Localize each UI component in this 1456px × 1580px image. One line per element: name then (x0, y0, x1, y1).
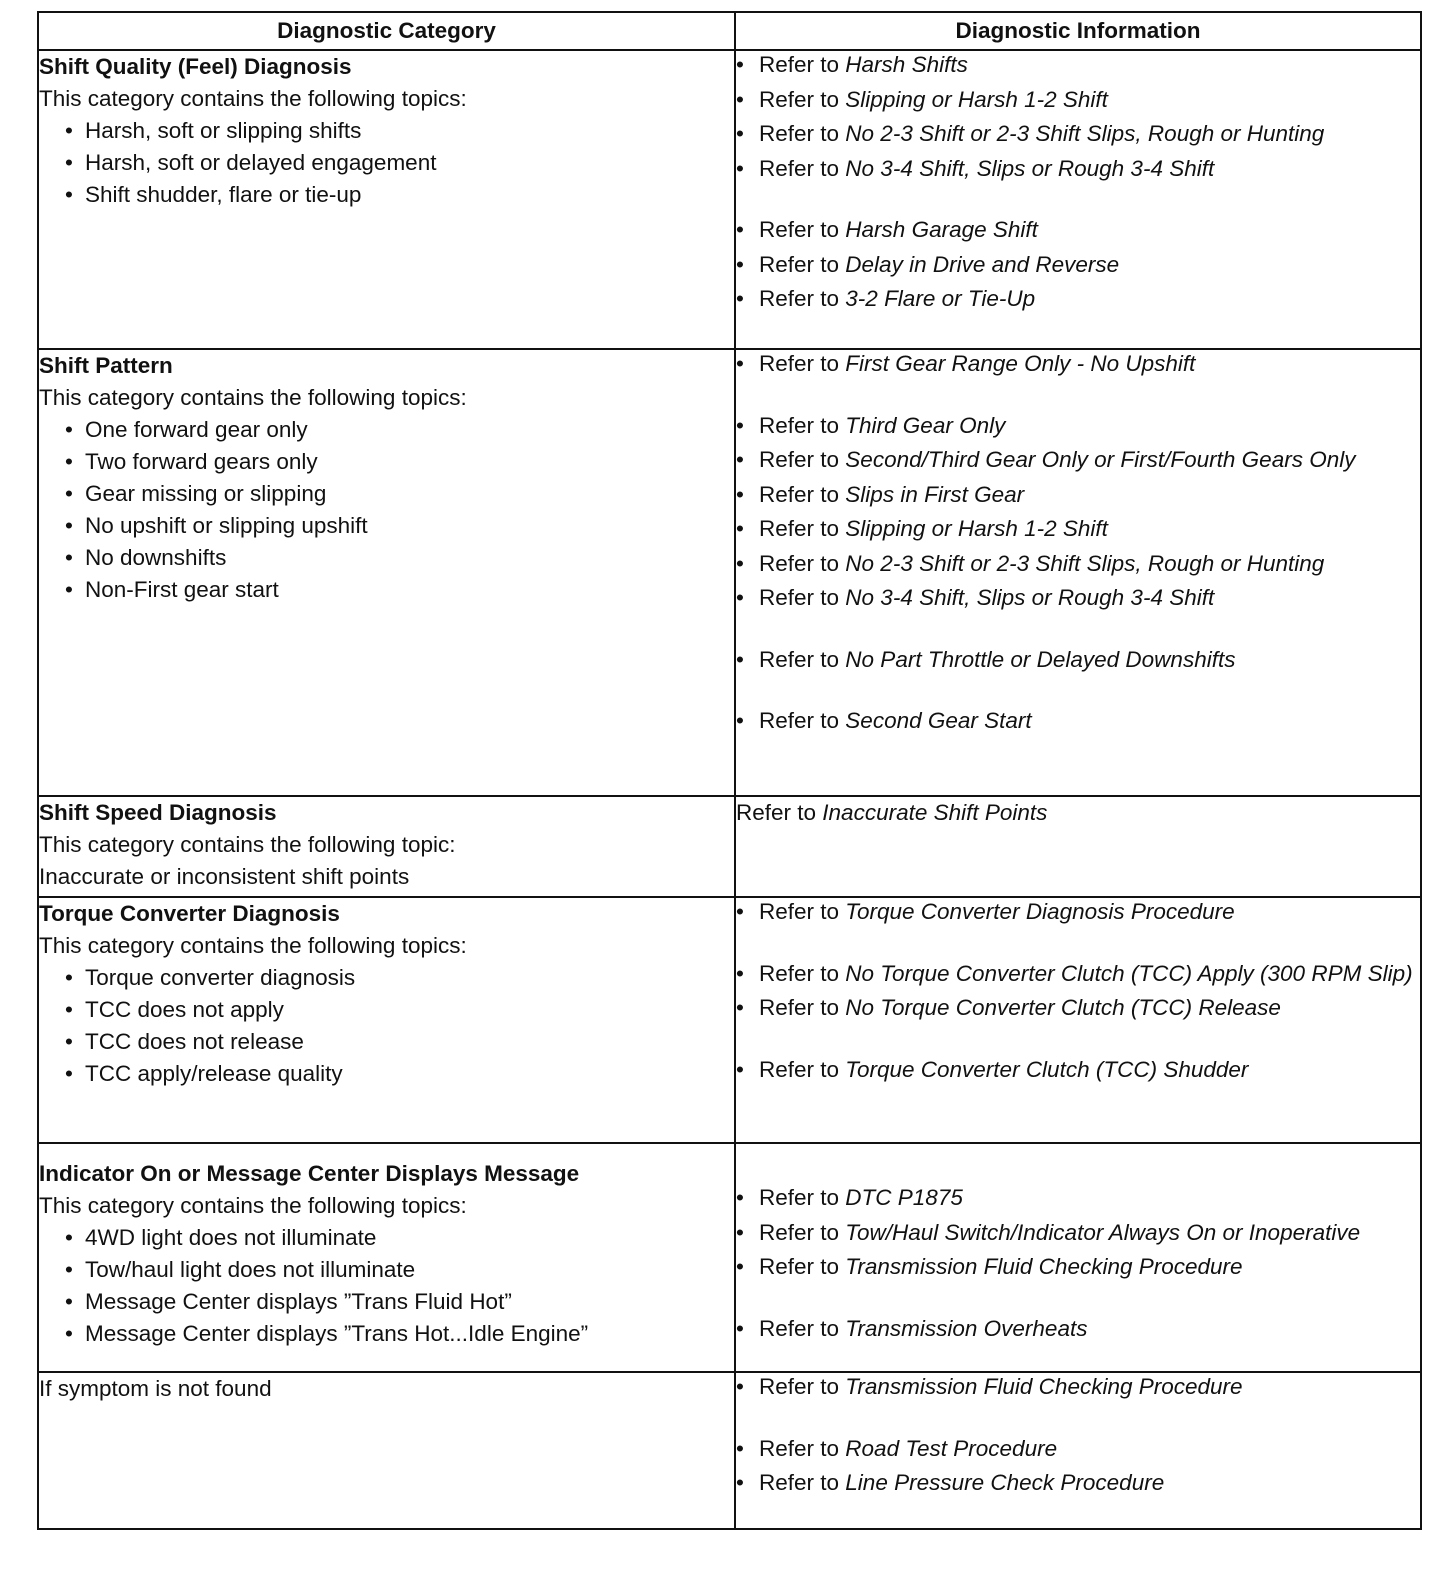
topic-item: • One forward gear only (65, 414, 734, 446)
reference-item: • Refer to Slipping or Harsh 1-2 Shift (736, 515, 1420, 542)
reference-link[interactable]: Slips in First Gear (845, 481, 1025, 507)
reference-link[interactable]: Harsh Garage Shift (845, 217, 1038, 242)
category-cell (38, 796, 735, 897)
header-category: Diagnostic Category (38, 12, 735, 50)
reference-item: • Refer to No 3-4 Shift, Slips or Rough 3-4 Shift (736, 584, 1420, 611)
header-information: Diagnostic Information (735, 12, 1421, 50)
topic-item: • Message Center displays ”Trans Fluid Hot” (65, 1286, 734, 1318)
reference-item: • Refer to No Part Throttle or Delayed Downshifts (736, 646, 1420, 673)
topic-item: • TCC apply/release quality (65, 1058, 734, 1090)
topic-item: • Harsh, soft or delayed engagement (65, 147, 734, 179)
reference-item: • Refer to 3-2 Flare or Tie-Up (736, 285, 1420, 312)
reference-item: • Refer to Line Pressure Check Procedure (736, 1469, 1420, 1496)
category-title: Shift Quality (Feel) Diagnosis (39, 54, 352, 79)
reference-item: • Refer to Slipping or Harsh 1-2 Shift (736, 86, 1420, 113)
reference-item: • Refer to No 3-4 Shift, Slips or Rough 3-4 Shift (736, 155, 1420, 182)
category-cell (38, 1372, 735, 1529)
reference-item: • Refer to Second/Third Gear Only or First/Fourth Gears Only (736, 446, 1420, 473)
reference-link[interactable]: Second/Third Gear Only or First/Fourth Gears Only (845, 447, 1356, 472)
category-intro: This category contains the following topics: (39, 933, 467, 958)
category-cell (38, 50, 735, 349)
reference-item: • Refer to No Torque Converter Clutch (TCC) Release (736, 994, 1420, 1021)
topic-list (39, 414, 734, 606)
category-cell (38, 349, 735, 796)
reference-item: • Refer to No 2-3 Shift or 2-3 Shift Slips, Rough or Hunting (736, 120, 1420, 147)
info-cell (735, 1143, 1421, 1372)
reference-item: • Refer to Delay in Drive and Reverse (736, 251, 1420, 278)
topic-item: • Harsh, soft or slipping shifts (65, 115, 734, 147)
category-plain: If symptom is not found (39, 1376, 272, 1401)
reference-item: • Refer to No 2-3 Shift or 2-3 Shift Slips, Rough or Hunting (736, 550, 1420, 577)
reference-list (736, 51, 1420, 312)
reference-item: • Refer to Harsh Garage Shift (736, 216, 1420, 243)
reference-link[interactable]: No 2-3 Shift or 2-3 Shift Slips, Rough or Hunting (845, 550, 1325, 576)
table-row (38, 796, 1421, 897)
reference-item: • Refer to Torque Converter Clutch (TCC) Shudder (736, 1056, 1420, 1083)
reference-link[interactable]: Tow/Haul Switch/Indicator Always On or Inoperative (845, 1219, 1361, 1245)
category-title: Shift Pattern (39, 353, 173, 378)
topic-item: • Tow/haul light does not illuminate (65, 1254, 734, 1286)
table-row (38, 1372, 1421, 1529)
category-cell (38, 1143, 735, 1372)
reference-item: • Refer to Transmission Overheats (736, 1315, 1420, 1342)
topic-item: • TCC does not apply (65, 994, 734, 1026)
reference-link[interactable]: Torque Converter Clutch (TCC) Shudder (845, 1056, 1249, 1082)
reference-list (736, 898, 1420, 1083)
diagnostic-table (37, 11, 1422, 1530)
topic-list (39, 1222, 734, 1350)
reference-link[interactable]: Line Pressure Check Procedure (845, 1470, 1165, 1495)
category-topic-plain: Inaccurate or inconsistent shift points (39, 864, 410, 889)
table-row (38, 897, 1421, 1143)
table-row (38, 50, 1421, 349)
reference-link[interactable]: 3-2 Flare or Tie-Up (845, 286, 1036, 311)
reference-link[interactable]: Inaccurate Shift Points (822, 800, 1048, 825)
category-cell (38, 897, 735, 1143)
reference-link[interactable]: First Gear Range Only - No Upshift (845, 351, 1196, 376)
reference-item: • Refer to Transmission Fluid Checking Procedure (736, 1373, 1420, 1400)
topic-item: • Message Center displays ”Trans Hot...Idle Engine” (65, 1318, 734, 1350)
topic-item: • 4WD light does not illuminate (65, 1222, 734, 1254)
reference-item: • Refer to First Gear Range Only - No Upshift (736, 350, 1420, 377)
reference-link[interactable]: Transmission Fluid Checking Procedure (845, 1254, 1243, 1279)
category-title: Shift Speed Diagnosis (39, 800, 277, 825)
reference-link[interactable]: Delay in Drive and Reverse (845, 251, 1120, 277)
reference-item: • Refer to DTC P1875 (736, 1184, 1420, 1211)
info-cell: Refer to Inaccurate Shift Points (735, 796, 1421, 897)
reference-item: • Refer to Third Gear Only (736, 412, 1420, 439)
reference-list (736, 1373, 1420, 1496)
reference-item: • Refer to Torque Converter Diagnosis Procedure (736, 898, 1420, 925)
topic-list (39, 115, 734, 211)
reference-link[interactable]: No 2-3 Shift or 2-3 Shift Slips, Rough or Hunting (845, 121, 1325, 146)
topic-item: • Shift shudder, flare or tie-up (65, 179, 734, 211)
reference-link[interactable]: DTC P1875 (845, 1185, 963, 1210)
category-intro: This category contains the following topics: (39, 1193, 467, 1218)
category-title: Torque Converter Diagnosis (39, 901, 340, 926)
reference-item: • Refer to Tow/Haul Switch/Indicator Always On or Inoperative (736, 1219, 1420, 1246)
reference-link[interactable]: Transmission Overheats (845, 1315, 1088, 1341)
reference-item: • Refer to Harsh Shifts (736, 51, 1420, 78)
topic-item: • No upshift or slipping upshift (65, 510, 734, 542)
reference-link[interactable]: Road Test Procedure (845, 1435, 1058, 1461)
category-intro: This category contains the following topics: (39, 385, 467, 410)
reference-link[interactable]: No Part Throttle or Delayed Downshifts (845, 646, 1236, 672)
topic-list (39, 962, 734, 1090)
topic-item: • Non-First gear start (65, 574, 734, 606)
reference-link[interactable]: Third Gear Only (845, 412, 1006, 438)
reference-link[interactable]: No 3-4 Shift, Slips or Rough 3-4 Shift (845, 155, 1215, 181)
info-cell (735, 349, 1421, 796)
reference-link[interactable]: Torque Converter Diagnosis Procedure (845, 899, 1235, 924)
reference-link[interactable]: Harsh Shifts (845, 52, 968, 77)
reference-link[interactable]: Transmission Fluid Checking Procedure (845, 1374, 1243, 1399)
table-header-row (38, 12, 1421, 50)
table-row (38, 349, 1421, 796)
reference-item: • Refer to Transmission Fluid Checking Procedure (736, 1253, 1420, 1280)
reference-item: • Refer to Slips in First Gear (736, 481, 1420, 508)
reference-link[interactable]: No 3-4 Shift, Slips or Rough 3-4 Shift (845, 585, 1215, 610)
reference-item: • Refer to Road Test Procedure (736, 1435, 1420, 1462)
topic-item: • Gear missing or slipping (65, 478, 734, 510)
info-cell (735, 1372, 1421, 1529)
category-title: Indicator On or Message Center Displays Message (39, 1161, 580, 1186)
reference-item: • Refer to No Torque Converter Clutch (TCC) Apply (300 RPM Slip) (736, 960, 1420, 987)
reference-link[interactable]: Slipping or Harsh 1-2 Shift (845, 516, 1108, 541)
reference-link[interactable]: No Torque Converter Clutch (TCC) Release (845, 995, 1281, 1020)
reference-link[interactable]: Second Gear Start (845, 708, 1032, 733)
topic-item: • No downshifts (65, 542, 734, 574)
topic-item: • TCC does not release (65, 1026, 734, 1058)
reference-link[interactable]: Slipping or Harsh 1-2 Shift (845, 86, 1108, 112)
category-intro: This category contains the following topics: (39, 86, 467, 111)
topic-item: • Torque converter diagnosis (65, 962, 734, 994)
reference-list (736, 1184, 1420, 1342)
reference-item: • Refer to Second Gear Start (736, 707, 1420, 734)
reference-list (736, 350, 1420, 734)
info-cell (735, 50, 1421, 349)
topic-item: • Two forward gears only (65, 446, 734, 478)
table-row (38, 1143, 1421, 1372)
info-cell (735, 897, 1421, 1143)
reference-link[interactable]: No Torque Converter Clutch (TCC) Apply (300 RPM Slip) (845, 960, 1413, 986)
category-intro: This category contains the following topic: (39, 832, 456, 857)
